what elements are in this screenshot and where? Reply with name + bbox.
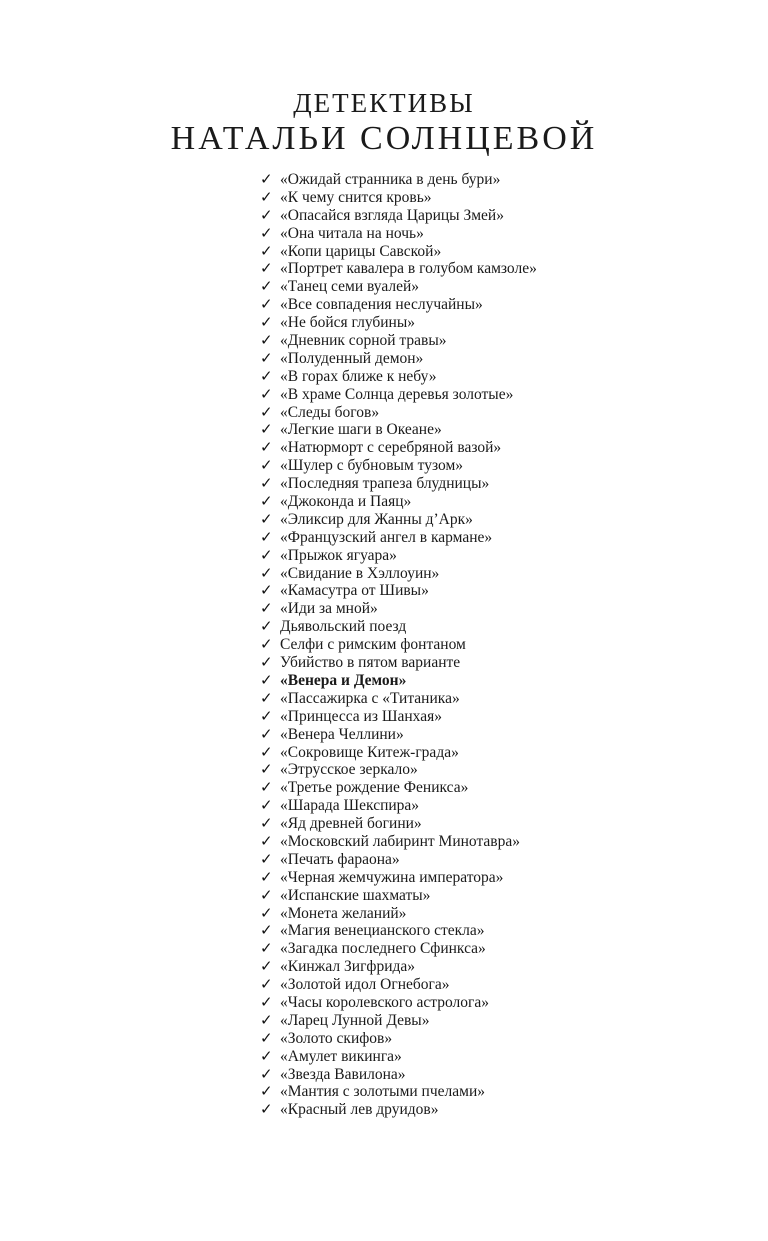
checkmark-icon: ✓: [260, 1028, 273, 1047]
book-title: «Свидание в Хэллоуин»: [280, 564, 440, 582]
book-title: «Магия венецианского стекла»: [280, 922, 485, 940]
book-title: «Легкие шаги в Океане»: [280, 421, 442, 439]
book-list-item: [260, 618, 537, 636]
checkmark-icon: ✓: [260, 1100, 273, 1119]
book-title: «Ларец Лунной Девы»: [280, 1011, 430, 1029]
book-title: «Последняя трапеза блудницы»: [280, 475, 490, 493]
checkmark-icon: ✓: [260, 402, 273, 421]
book-title: «Все совпадения неслучайны»: [280, 296, 483, 314]
checkmark-icon: ✓: [260, 688, 273, 707]
book-title: «Монета желаний»: [280, 904, 407, 922]
checkmark-icon: ✓: [260, 366, 273, 385]
checkmark-icon: ✓: [260, 259, 273, 278]
checkmark-icon: ✓: [260, 814, 273, 833]
book-title: «Звезда Вавилона»: [280, 1065, 406, 1083]
checkmark-icon: ✓: [260, 724, 273, 743]
checkmark-icon: ✓: [260, 348, 273, 367]
book-list-item: [260, 708, 537, 726]
book-list-item: [260, 457, 537, 475]
book-title: «Черная жемчужина императора»: [280, 868, 504, 886]
book-title: «Французский ангел в кармане»: [280, 528, 493, 546]
book-list-item: [260, 350, 537, 368]
book-title: Убийство в пятом варианте: [280, 654, 461, 672]
book-list-item: [260, 332, 537, 350]
series-title: [0, 88, 768, 158]
book-title: «Ожидай странника в день бури»: [280, 171, 501, 188]
book-list-item: [260, 386, 537, 404]
checkmark-icon: ✓: [260, 1046, 273, 1065]
book-title: «Печать фараона»: [280, 850, 400, 868]
book-list-item: [260, 368, 537, 386]
book-title: «Московский лабиринт Минотавра»: [280, 832, 521, 850]
checkmark-icon: ✓: [260, 581, 273, 600]
checkmark-icon: ✓: [260, 527, 273, 546]
book-title: «Она читала на ночь»: [280, 224, 424, 242]
book-list-item: [260, 994, 537, 1012]
book-title: «Сокровище Китеж-града»: [280, 743, 459, 761]
book-title: «Прыжок ягуара»: [280, 546, 397, 564]
book-list-item: [260, 189, 537, 207]
book-list-item: [260, 243, 537, 261]
checkmark-icon: ✓: [260, 420, 273, 439]
book-list-item: [260, 958, 537, 976]
book-title: «В храме Солнца деревья золотые»: [280, 385, 514, 403]
book-title: «Шулер с бубновым тузом»: [280, 457, 464, 475]
series-title-line2: НАТАЛЬИ СОЛНЦЕВОЙ: [170, 120, 598, 157]
checkmark-icon: ✓: [260, 903, 273, 922]
book-list-item: [260, 905, 537, 923]
checkmark-icon: ✓: [260, 223, 273, 242]
checkmark-icon: ✓: [260, 706, 273, 725]
checkmark-icon: ✓: [260, 760, 273, 779]
checkmark-icon: ✓: [260, 545, 273, 564]
checkmark-icon: ✓: [260, 384, 273, 403]
book-list-item: [260, 833, 537, 851]
book-list-item: [260, 779, 537, 797]
book-title: «Полуденный демон»: [280, 349, 424, 367]
book-list-item: [260, 940, 537, 958]
book-title: «Пассажирка с «Титаника»: [280, 689, 460, 707]
book-list-item: [260, 1048, 537, 1066]
checkmark-icon: ✓: [260, 653, 273, 672]
checkmark-icon: ✓: [260, 1064, 273, 1083]
checkmark-icon: ✓: [260, 796, 273, 815]
book-list-item: [260, 565, 537, 583]
book-list-item: [260, 260, 537, 278]
book-title: Селфи с римским фонтаном: [280, 636, 466, 654]
checkmark-icon: ✓: [260, 635, 273, 654]
book-title: «Портрет кавалера в голубом камзоле»: [280, 260, 537, 278]
checkmark-icon: ✓: [260, 187, 273, 206]
book-list-item: [260, 1012, 537, 1030]
book-list-item: [260, 744, 537, 762]
book-list-item: [260, 547, 537, 565]
book-title: «Копи царицы Савской»: [280, 242, 442, 260]
book-list: [260, 171, 537, 1119]
book-title: Дьявольский поезд: [280, 618, 407, 636]
book-list-item: [260, 636, 537, 654]
book-list-item: [260, 976, 537, 994]
checkmark-icon: ✓: [260, 492, 273, 511]
book-list-item: [260, 225, 537, 243]
book-title: «Не бойся глубины»: [280, 314, 416, 332]
checkmark-icon: ✓: [260, 1010, 273, 1029]
checkmark-icon: ✓: [260, 599, 273, 618]
book-list-item: [260, 278, 537, 296]
checkmark-icon: ✓: [260, 563, 273, 582]
book-list-item: [260, 761, 537, 779]
book-list-item: [260, 529, 537, 547]
book-title: «Дневник сорной травы»: [280, 332, 447, 350]
book-title: «Третье рождение Феникса»: [280, 779, 469, 797]
book-title: «Мантия с золотыми пчелами»: [280, 1083, 485, 1101]
book-title: «Загадка последнего Сфинкса»: [280, 940, 486, 958]
checkmark-icon: ✓: [260, 975, 273, 994]
checkmark-icon: ✓: [260, 885, 273, 904]
checkmark-icon: ✓: [260, 670, 273, 689]
checkmark-icon: ✓: [260, 849, 273, 868]
book-title: «Танец семи вуалей»: [280, 278, 419, 296]
book-title: «Венера и Демон»: [280, 671, 407, 689]
book-list-item: [260, 690, 537, 708]
book-title: «Эликсир для Жанны д’Арк»: [280, 510, 473, 528]
book-title: «Иди за мной»: [280, 600, 378, 618]
book-list-item: [260, 600, 537, 618]
checkmark-icon: ✓: [260, 921, 273, 940]
book-title: «В горах ближе к небу»: [280, 367, 437, 385]
book-list-item: [260, 421, 537, 439]
book-list-item: [260, 493, 537, 511]
book-list-item: [260, 726, 537, 744]
book-list-item: [260, 1101, 537, 1119]
book-title: «Венера Челлини»: [280, 725, 404, 743]
checkmark-icon: ✓: [260, 867, 273, 886]
checkmark-icon: ✓: [260, 617, 273, 636]
checkmark-icon: ✓: [260, 474, 273, 493]
book-title: «К чему снится кровь»: [280, 188, 432, 206]
book-list-item: [260, 511, 537, 529]
book-list-item: [260, 672, 537, 690]
checkmark-icon: ✓: [260, 509, 273, 528]
book-list-item: [260, 1066, 537, 1084]
checkmark-icon: ✓: [260, 170, 273, 188]
checkmark-icon: ✓: [260, 438, 273, 457]
book-title: «Яд древней богини»: [280, 815, 422, 833]
book-list-item: [260, 654, 537, 672]
book-list-item: [260, 475, 537, 493]
checkmark-icon: ✓: [260, 957, 273, 976]
book-title: «Шарада Шекспира»: [280, 797, 420, 815]
book-title: «Часы королевского астролога»: [280, 993, 489, 1011]
book-title: «Золото скифов»: [280, 1029, 393, 1047]
checkmark-icon: ✓: [260, 939, 273, 958]
checkmark-icon: ✓: [260, 778, 273, 797]
checkmark-icon: ✓: [260, 205, 273, 224]
book-list-item: [260, 922, 537, 940]
book-title: «Золотой идол Огнебога»: [280, 976, 450, 994]
checkmark-icon: ✓: [260, 295, 273, 314]
book-list-item: [260, 582, 537, 600]
book-title: «Красный лев друидов»: [280, 1101, 439, 1119]
checkmark-icon: ✓: [260, 277, 273, 296]
book-title: «Амулет викинга»: [280, 1047, 402, 1065]
book-list-item: [260, 815, 537, 833]
checkmark-icon: ✓: [260, 331, 273, 350]
book-list-item: [260, 314, 537, 332]
checkmark-icon: ✓: [260, 992, 273, 1011]
book-list-item: [260, 207, 537, 225]
book-title: «Джоконда и Паяц»: [280, 493, 412, 511]
book-title: «Натюрморт с серебряной вазой»: [280, 439, 502, 457]
checkmark-icon: ✓: [260, 241, 273, 260]
checkmark-icon: ✓: [260, 313, 273, 332]
checkmark-icon: ✓: [260, 456, 273, 475]
book-title: «Этрусское зеркало»: [280, 761, 418, 779]
book-list-item: [260, 404, 537, 422]
book-title: «Кинжал Зигфрида»: [280, 958, 416, 976]
book-list-item: [260, 1083, 537, 1101]
book-list-item: [260, 171, 537, 189]
book-list-item: [260, 869, 537, 887]
book-list-item: [260, 887, 537, 905]
checkmark-icon: ✓: [260, 742, 273, 761]
checkmark-icon: ✓: [260, 831, 273, 850]
book-list-item: [260, 851, 537, 869]
checkmark-icon: ✓: [260, 1082, 273, 1101]
book-list-item: [260, 296, 537, 314]
book-list-item: [260, 1030, 537, 1048]
book-list-item: [260, 439, 537, 457]
book-title: «Принцесса из Шанхая»: [280, 707, 442, 725]
book-list-item: [260, 797, 537, 815]
book-title: «Следы богов»: [280, 403, 380, 421]
series-title-line1: ДЕТЕКТИВЫ: [293, 88, 475, 118]
book-title: «Опасайся взгляда Царицы Змей»: [280, 206, 504, 224]
book-title: «Камасутра от Шивы»: [280, 582, 429, 600]
book-title: «Испанские шахматы»: [280, 886, 431, 904]
